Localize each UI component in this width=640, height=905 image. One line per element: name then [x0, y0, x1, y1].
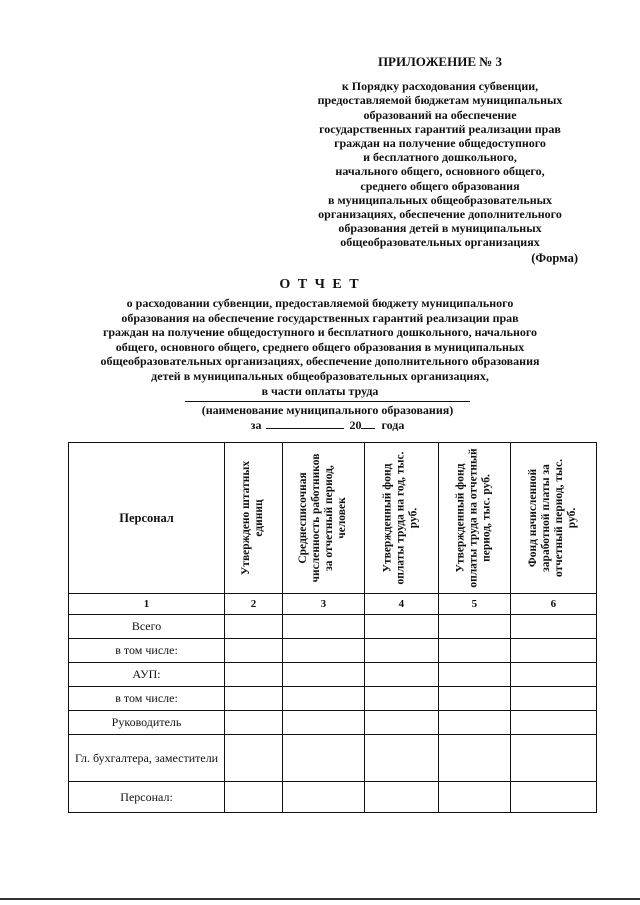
table-cell[interactable] [282, 639, 364, 663]
subtitle-line: о расходовании субвенции, предоставляемой бюджету муниципального [126, 296, 514, 310]
period-year-blank [361, 418, 375, 429]
table-cell[interactable] [282, 615, 364, 639]
appendix-line: образований на обеспечение [363, 107, 517, 122]
appendix-line: предоставляемой бюджетам муниципальных [317, 93, 563, 108]
appendix-line: среднего общего образования [360, 178, 520, 193]
municipality-name-caption: (наименование муниципального образования) [201, 403, 454, 417]
table-row [69, 615, 597, 639]
appendix-line: организациях, обеспечение дополнительного [318, 207, 562, 222]
table-cell[interactable] [364, 735, 438, 782]
table-cell[interactable] [438, 615, 510, 639]
header-annual-fund [364, 443, 438, 594]
header-text: Утвержденный фонд оплаты труда на год, тыс. руб. [381, 451, 420, 585]
table-cell[interactable] [510, 782, 596, 813]
appendix-line: в муниципальных общеобразовательных [327, 192, 553, 207]
header-accrued-wages [510, 443, 596, 594]
municipality-name-line [185, 401, 470, 402]
period-year: 20 [349, 418, 362, 432]
table-cell[interactable] [364, 639, 438, 663]
table-cell[interactable] [510, 687, 596, 711]
appendix-line: граждан на получение общедоступного [334, 136, 546, 151]
row-label-chief-accountant: Гл. бухгалтера, заместители [69, 735, 225, 782]
table-row [69, 782, 597, 813]
table-cell[interactable] [225, 711, 283, 735]
table-cell[interactable] [364, 615, 438, 639]
form-label: (Форма) [531, 251, 578, 265]
header-text: Среднесписочная численность работников за отчетный период, человек [297, 453, 349, 583]
table-cell[interactable] [364, 711, 438, 735]
subtitle-line: общего, основного общего, среднего общего образования в муниципальных [115, 339, 525, 354]
table-cell[interactable] [225, 639, 283, 663]
column-number: 4 [364, 594, 438, 615]
column-number: 1 [69, 594, 225, 615]
appendix-line: образования детей в муниципальных [338, 221, 542, 236]
table-header-row [69, 443, 597, 594]
table-row [69, 711, 597, 735]
table-cell[interactable] [282, 782, 364, 813]
appendix-block [300, 55, 580, 250]
table-cell[interactable] [438, 687, 510, 711]
table-cell[interactable] [364, 687, 438, 711]
subtitle-line: общеобразовательных организациях, обеспечение дополнительного образования [100, 354, 540, 369]
table-cell[interactable] [225, 687, 283, 711]
table-cell[interactable] [282, 687, 364, 711]
column-number: 3 [282, 594, 364, 615]
header-text: Утверждено штатных единиц [240, 460, 266, 576]
subtitle-line: детей в муниципальных общеобразовательных организациях, [151, 368, 489, 383]
period-prefix: за [250, 418, 262, 432]
row-label-personnel: Персонал: [69, 782, 225, 813]
appendix-line: начального общего, основного общего, [335, 164, 545, 179]
report-subtitle [90, 296, 550, 398]
row-label-head: Руководитель [69, 711, 225, 735]
bottom-rule [0, 898, 640, 900]
period-blank [266, 418, 344, 429]
report-period [150, 418, 505, 433]
appendix-title: ПРИЛОЖЕНИЕ № 3 [377, 54, 503, 69]
subtitle-line: образования на обеспечение государственных гарантий реализации прав [121, 310, 519, 325]
table-cell[interactable] [438, 711, 510, 735]
table-cell[interactable] [510, 735, 596, 782]
subtitle-line: граждан на получение общедоступного и бесплатного дошкольного, начального [102, 325, 538, 340]
table-row [69, 663, 597, 687]
table-cell[interactable] [282, 711, 364, 735]
column-number-row [69, 594, 597, 615]
column-number: 2 [225, 594, 283, 615]
row-label-total: Всего [69, 615, 225, 639]
table-cell[interactable] [282, 663, 364, 687]
table-cell[interactable] [225, 782, 283, 813]
header-period-fund [438, 443, 510, 594]
appendix-line: к Порядку расходования субвенции, [341, 79, 539, 94]
table-row [69, 687, 597, 711]
header-staff-units [225, 443, 283, 594]
table-cell[interactable] [510, 663, 596, 687]
header-text: Утвержденный фонд оплаты труда на отчетный период, тыс. руб. [454, 448, 493, 588]
table-cell[interactable] [510, 639, 596, 663]
table-cell[interactable] [282, 735, 364, 782]
table-row [69, 735, 597, 782]
report-title: О Т Ч Е Т [279, 277, 361, 292]
header-text: Фонд начисленной заработной платы за отчетный период, тыс. руб. [527, 459, 579, 577]
header-personnel: Персонал [69, 443, 225, 594]
row-label-aup: АУП: [69, 663, 225, 687]
appendix-line: и бесплатного дошкольного, [363, 150, 517, 165]
table-cell[interactable] [364, 663, 438, 687]
table-cell[interactable] [364, 782, 438, 813]
table-cell[interactable] [225, 663, 283, 687]
header-avg-headcount [282, 443, 364, 594]
column-number: 6 [510, 594, 596, 615]
table-cell[interactable] [438, 663, 510, 687]
report-table [68, 442, 597, 813]
row-label-including: в том числе: [69, 687, 225, 711]
appendix-line: общеобразовательных организациях [340, 235, 540, 250]
table-cell[interactable] [438, 735, 510, 782]
period-suffix: года [381, 418, 405, 432]
table-cell[interactable] [438, 639, 510, 663]
table-cell[interactable] [225, 615, 283, 639]
table-cell[interactable] [510, 615, 596, 639]
appendix-line: государственных гарантий реализации прав [319, 121, 561, 136]
table-cell[interactable] [510, 711, 596, 735]
column-number: 5 [438, 594, 510, 615]
table-cell[interactable] [225, 735, 283, 782]
row-label-including: в том числе: [69, 639, 225, 663]
table-cell[interactable] [438, 782, 510, 813]
table-row [69, 639, 597, 663]
subtitle-line: в части оплаты труда [261, 383, 379, 398]
